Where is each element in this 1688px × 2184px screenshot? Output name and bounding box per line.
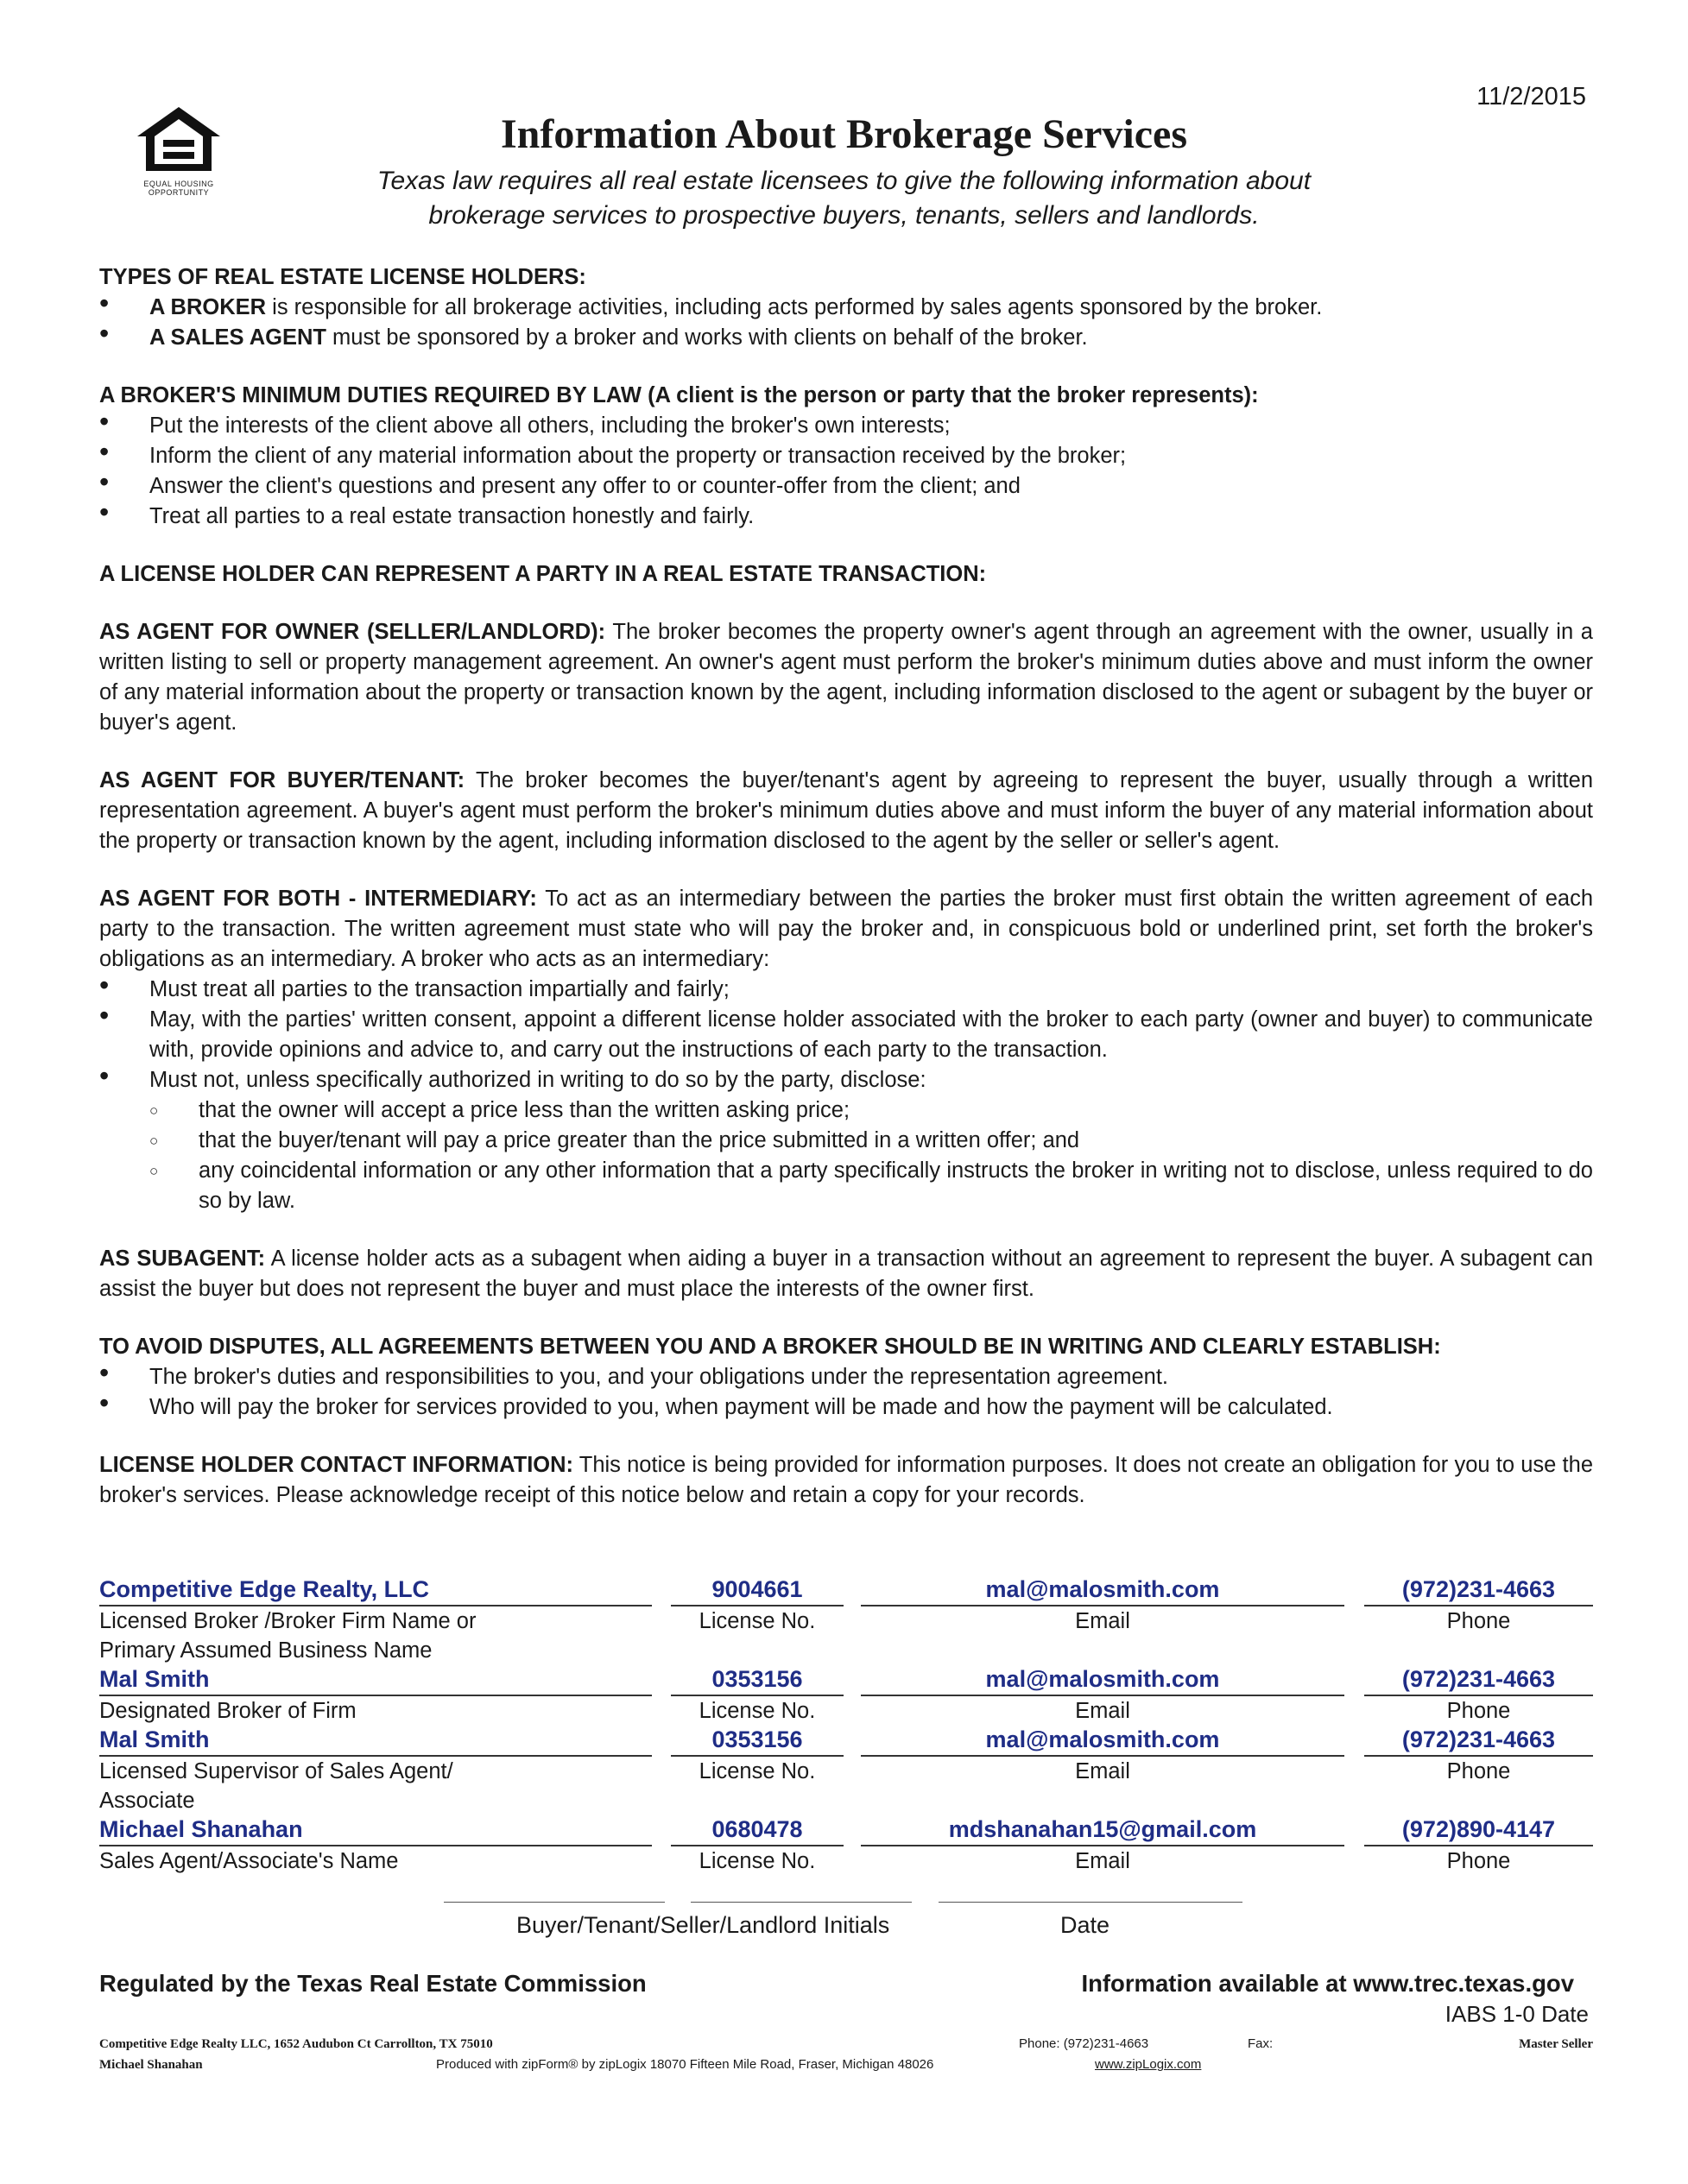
footer-row-2 (99, 2055, 1593, 2075)
role-label-line2: Primary Assumed Business Name (99, 1638, 433, 1663)
document-body (99, 262, 1593, 1511)
list-item: • Put the interests of the client above all others, including the broker's own interests; (99, 411, 1593, 441)
license-holder-contacts (99, 1575, 1593, 1876)
page-title: Information About Brokerage Services (500, 111, 1188, 157)
form-date: 11/2/2015 (1476, 83, 1586, 110)
contact-role-label: Designated Broker of Firm (99, 1699, 357, 1723)
date-line[interactable] (939, 1902, 1242, 1903)
contact-row (99, 1665, 1593, 1696)
contact-name[interactable]: Competitive Edge Realty, LLC (99, 1575, 652, 1606)
role-label-line2: Associate (99, 1789, 195, 1813)
list-item-text: • Must treat all parties to the transaction impartially and fairly; (149, 977, 730, 1001)
phone-label: Phone (1446, 1759, 1511, 1783)
agent-name: Michael Shanahan (99, 2058, 203, 2072)
produced-by: Produced with zipForm® by zipLogix 18070 Fifteen Mile Road, Fraser, Michigan 48026 (436, 2057, 934, 2072)
email-label: Email (1075, 1849, 1130, 1873)
office-address: Competitive Edge Realty LLC, 1652 Audubon Ct Carrollton, TX 75010 (99, 2037, 493, 2051)
duties-list (99, 411, 1593, 532)
list-item (99, 975, 1593, 1005)
contact-role-label (99, 1606, 652, 1665)
list-item: • Treat all parties to a real estate transaction honestly and fairly. (99, 502, 1593, 532)
regulated-by: Regulated by the Texas Real Estate Commission (99, 1970, 647, 1997)
duties-heading: A BROKER'S MINIMUM DUTIES REQUIRED BY LAW (A client is the person or party that the broker represents): (99, 383, 1259, 407)
contact-row (99, 1726, 1593, 1757)
subagent-paragraph (99, 1244, 1593, 1304)
types-heading: TYPES OF REAL ESTATE LICENSE HOLDERS: (99, 265, 586, 289)
role-label-line1: Licensed Broker /Broker Firm Name or (99, 1609, 477, 1633)
phone-label: Phone (1446, 1699, 1511, 1723)
contact-phone[interactable]: (972)231-4663 (1364, 1726, 1593, 1757)
buyer-agent-term: AS AGENT FOR BUYER/TENANT: (99, 768, 465, 792)
list-item: • Who will pay the broker for services provided to you, when payment will be made and how the payment will be calculated. (99, 1392, 1593, 1423)
email-label: Email (1075, 1699, 1130, 1723)
logo-caption-line2: OPPORTUNITY (148, 188, 210, 197)
contact-info-term: LICENSE HOLDER CONTACT INFORMATION: (99, 1453, 574, 1477)
contact-license[interactable]: 9004661 (671, 1575, 844, 1606)
email-label: Email (1075, 1759, 1130, 1783)
broker-term: A BROKER (149, 295, 267, 319)
license-label: License No. (699, 1609, 816, 1633)
contact-label-row (99, 1757, 1593, 1815)
list-item-text: • May, with the parties' written consent, appoint a different license holder associated with the broker to each party (owner and buyer) to communicate with, provide opinions and advice to, and carry out the instructions of each party to the transaction. (149, 1007, 1593, 1062)
contact-label-row (99, 1606, 1593, 1665)
contact-email[interactable]: mal@malosmith.com (861, 1665, 1344, 1696)
contact-label-row (99, 1846, 1593, 1876)
page-subtitle (259, 164, 1429, 233)
contact-email[interactable]: mal@malosmith.com (861, 1575, 1344, 1606)
footer-row-1 (99, 2034, 1593, 2055)
contact-label-row (99, 1696, 1593, 1726)
phone-label: Phone (1446, 1849, 1511, 1873)
form-name: Master Seller (1519, 2037, 1593, 2051)
list-item-text: • Must not, unless specifically authorized in writing to do so by the party, disclose: (149, 1068, 926, 1092)
disputes-list (99, 1362, 1593, 1423)
intermediary-paragraph (99, 884, 1593, 975)
contact-row (99, 1575, 1593, 1606)
contact-row (99, 1815, 1593, 1846)
license-label: License No. (699, 1849, 816, 1873)
sub-list-item (99, 1126, 1593, 1156)
types-list (99, 293, 1593, 353)
buyer-agent-text: The broker becomes the buyer/tenant's agent by agreeing to represent the buyer, usually through a written representation agreement. A buyer's agent must perform the broker's minimum duties above and must inform the buyer of any material information about the property or transaction known by the agent, including information disclosed to the agent by the seller or seller's agent. (99, 768, 1594, 853)
license-label: License No. (699, 1759, 816, 1783)
list-item (99, 293, 1593, 323)
trec-info: Information available at www.trec.texas.gov (1081, 1970, 1574, 1997)
list-item: • Answer the client's questions and present any offer to or counter-offer from the client; and (99, 471, 1593, 502)
contact-role-label (99, 1757, 652, 1815)
contact-email[interactable]: mdshanahan15@gmail.com (861, 1815, 1344, 1846)
contact-phone[interactable]: (972)231-4663 (1364, 1665, 1593, 1696)
ziplogix-link[interactable]: www.zipLogix.com (1095, 2057, 1202, 2072)
contact-role-label: Sales Agent/Associate's Name (99, 1849, 399, 1873)
broker-definition: is responsible for all brokerage activities, including acts performed by sales agents sponsored by the broker. (266, 295, 1323, 319)
intermediary-text: To act as an intermediary between the parties the broker must first obtain the written agreement of each party to the transaction. The written agreement must state who will pay the broker and, in conspicuous bold or underlined print, set forth the broker's obligations as an intermediary. A broker who acts as an intermediary: (99, 887, 1594, 971)
initials-line-2[interactable] (691, 1902, 912, 1903)
sales-agent-term: A SALES AGENT (149, 325, 326, 350)
initials-line-1[interactable] (444, 1902, 665, 1903)
sales-agent-definition: must be sponsored by a broker and works with clients on behalf of the broker. (326, 325, 1088, 350)
list-item (99, 323, 1593, 353)
list-item-text: ○ any coincidental information or any other information that a party specifically instructs the broker in writing not to disclose, unless required to do so by law. (199, 1158, 1593, 1213)
contact-license[interactable]: 0680478 (671, 1815, 844, 1846)
phone-label: Phone (1446, 1609, 1511, 1633)
contact-info-text: This notice is being provided for information purposes. It does not create an obligation for you to use the broker's services. Please acknowledge receipt of this notice below and retain a copy for your records. (99, 1453, 1593, 1507)
intermediary-term: AS AGENT FOR BOTH - INTERMEDIARY: (99, 887, 537, 911)
contact-license[interactable]: 0353156 (671, 1665, 844, 1696)
subagent-text: A license holder acts as a subagent when aiding a buyer in a transaction without an agreement to represent the buyer. A subagent can assist the buyer but does not represent the buyer and must place the interests of the owner first. (99, 1247, 1594, 1301)
initials-label: Buyer/Tenant/Seller/Landlord Initials (516, 1912, 890, 1938)
license-label: License No. (699, 1699, 816, 1723)
subtitle-line2: brokerage services to prospective buyers, tenants, sellers and landlords. (428, 201, 1260, 230)
subtitle-line1: Texas law requires all real estate licensees to give the following information about (376, 167, 1312, 195)
owner-agent-paragraph (99, 617, 1593, 738)
sub-list-item (99, 1095, 1593, 1126)
office-phone: Phone: (972)231-4663 (1019, 2036, 1149, 2051)
intermediary-list (99, 975, 1593, 1216)
contact-phone[interactable]: (972)231-4663 (1364, 1575, 1593, 1606)
contact-name[interactable]: Mal Smith (99, 1726, 652, 1757)
sub-list-item (99, 1156, 1593, 1216)
date-label: Date (1060, 1912, 1110, 1938)
logo-caption-line1: EQUAL HOUSING (143, 180, 214, 188)
signature-area (0, 1902, 1688, 1962)
office-fax: Fax: (1248, 2036, 1274, 2051)
list-item: • The broker's duties and responsibilities to you, and your obligations under the representation agreement. (99, 1362, 1593, 1392)
disputes-heading: TO AVOID DISPUTES, ALL AGREEMENTS BETWEEN YOU AND A BROKER SHOULD BE IN WRITING AND CLEARLY ESTABLISH: (99, 1335, 1441, 1359)
list-item (99, 1005, 1593, 1065)
contact-phone[interactable]: (972)890-4147 (1364, 1815, 1593, 1846)
list-item-text: ○ that the buyer/tenant will pay a price greater than the price submitted in a written offer; and (199, 1128, 1080, 1152)
email-label: Email (1075, 1609, 1130, 1633)
subagent-term: AS SUBAGENT: (99, 1247, 266, 1271)
list-item: • Inform the client of any material information about the property or transaction received by the broker; (99, 441, 1593, 471)
contact-license[interactable]: 0353156 (671, 1726, 844, 1757)
form-id: IABS 1-0 Date (1445, 2001, 1589, 2027)
contact-name[interactable]: Mal Smith (99, 1665, 652, 1696)
owner-agent-text: The broker becomes the property owner's agent through an agreement with the owner, usually in a written listing to sell or property management agreement. An owner's agent must perform the broker's minimum duties above and must inform the owner of any material information about the property or transaction known by the agent, including information disclosed to the agent or subagent by the buyer or buyer's agent. (99, 620, 1593, 735)
contact-name[interactable]: Michael Shanahan (99, 1815, 652, 1846)
contact-email[interactable]: mal@malosmith.com (861, 1726, 1344, 1757)
list-item (99, 1065, 1593, 1095)
represent-heading: A LICENSE HOLDER CAN REPRESENT A PARTY IN A REAL ESTATE TRANSACTION: (99, 562, 987, 586)
owner-agent-term: AS AGENT FOR OWNER (SELLER/LANDLORD): (99, 620, 606, 644)
list-item-text: ○ that the owner will accept a price less than the written asking price; (199, 1098, 850, 1122)
role-label-line1: Licensed Supervisor of Sales Agent/ (99, 1759, 453, 1783)
buyer-agent-paragraph (99, 766, 1593, 856)
contact-info-paragraph (99, 1450, 1593, 1511)
footer-bar (99, 2034, 1593, 2075)
